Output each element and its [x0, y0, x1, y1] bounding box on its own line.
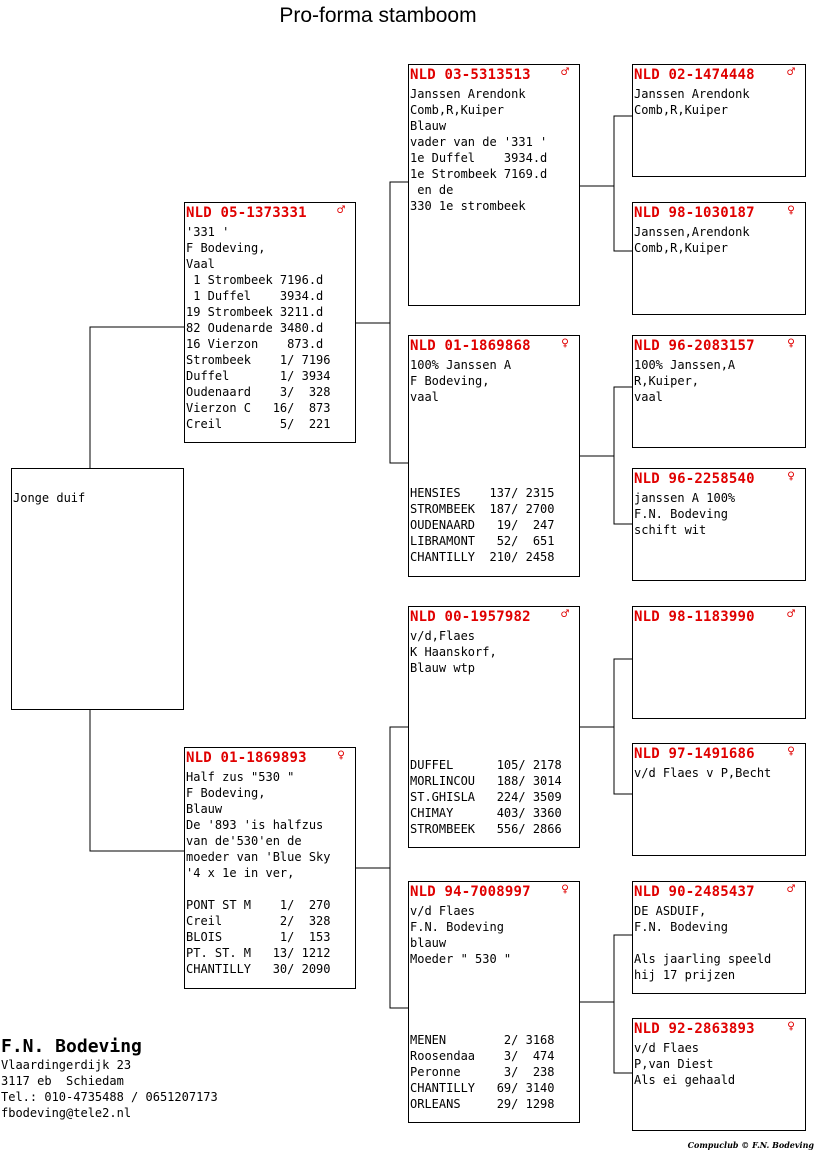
- info-line: Creil 5/ 221: [186, 417, 331, 431]
- info-line: 100% Janssen,A: [634, 358, 736, 372]
- info-line: v/d,Flaes: [410, 629, 476, 643]
- pigeon-info: [634, 903, 771, 983]
- result-line: HENSIES 137/ 2315: [410, 486, 555, 500]
- info-line: De '893 'is halfzus: [186, 818, 324, 832]
- result-line: CHANTILLY 69/ 3140: [410, 1081, 555, 1095]
- info-line: F Bodeving,: [186, 241, 266, 255]
- ggp-fff-box: [632, 64, 806, 177]
- ggp-mmf-box: [632, 881, 806, 994]
- info-line: [634, 935, 771, 951]
- ring-number: NLD 96-2258540: [634, 471, 755, 487]
- father-box: [184, 202, 356, 443]
- info-line: F Bodeving,: [186, 786, 266, 800]
- info-line: PONT ST M 1/ 270: [186, 898, 331, 912]
- info-line: '331 ': [186, 225, 230, 239]
- info-line: Strombeek 1/ 7196: [186, 353, 331, 367]
- paternal-grandmother-box: [408, 335, 580, 577]
- ring-number: NLD 92-2863893: [634, 1021, 755, 1037]
- info-line: 16 Vierzon 873.d: [186, 337, 324, 351]
- result-line: Peronne 3/ 238: [410, 1065, 555, 1079]
- ggp-mfm-box: [632, 743, 806, 856]
- male-symbol-icon: ♂: [787, 882, 795, 897]
- race-results: [410, 1032, 555, 1112]
- info-line: Blauw wtp: [410, 661, 476, 675]
- info-line: v/d Flaes v P,Becht: [634, 766, 772, 780]
- ring-number: NLD 90-2485437: [634, 884, 755, 900]
- subject-label: Jonge duif: [13, 491, 86, 505]
- ring-number: NLD 05-1373331: [186, 205, 307, 221]
- info-line: CHANTILLY 30/ 2090: [186, 962, 331, 976]
- result-line: ORLEANS 29/ 1298: [410, 1097, 555, 1111]
- race-results: [410, 757, 562, 837]
- ring-number: NLD 94-7008997: [410, 884, 531, 900]
- info-line: Comb,R,Kuiper: [634, 241, 728, 255]
- info-line: Blauw: [186, 802, 223, 816]
- pigeon-info: [410, 628, 497, 676]
- ggp-ffm-box: [632, 202, 806, 315]
- info-line: Creil 2/ 328: [186, 914, 331, 928]
- ggp-mmm-box: [632, 1018, 806, 1131]
- info-line: Vaal: [186, 257, 215, 271]
- result-line: MENEN 2/ 3168: [410, 1033, 555, 1047]
- pigeon-info: [634, 765, 771, 781]
- female-symbol-icon: ♀: [787, 1019, 795, 1034]
- info-line: 19 Strombeek 3211.d: [186, 305, 324, 319]
- info-line: v/d Flaes: [410, 904, 476, 918]
- info-line: Comb,R,Kuiper: [634, 103, 728, 117]
- ggp-mff-box: [632, 606, 806, 719]
- info-line: Blauw: [410, 119, 447, 133]
- info-line: DE ASDUIF,: [634, 904, 707, 918]
- female-symbol-icon: ♀: [787, 744, 795, 759]
- pigeon-info: [410, 86, 547, 214]
- info-line: Duffel 1/ 3934: [186, 369, 331, 383]
- info-line: P,van Diest: [634, 1057, 714, 1071]
- ring-number: NLD 97-1491686: [634, 746, 755, 762]
- owner-email[interactable]: fbodeving@tele2.nl: [1, 1106, 132, 1120]
- pigeon-info: [634, 224, 750, 256]
- owner-name: F.N. Bodeving: [1, 1036, 142, 1057]
- info-line: F Bodeving,: [410, 374, 490, 388]
- result-line: STROMBEEK 556/ 2866: [410, 822, 562, 836]
- info-line: 330 1e strombeek: [410, 199, 526, 213]
- male-symbol-icon: ♂: [561, 607, 569, 622]
- info-line: F.N. Bodeving: [634, 920, 728, 934]
- info-line: blauw: [410, 936, 447, 950]
- ggp-fmf-box: [632, 335, 806, 448]
- info-line: 1 Strombeek 7196.d: [186, 273, 324, 287]
- male-symbol-icon: ♂: [787, 607, 795, 622]
- subject-box: [11, 468, 184, 710]
- mother-box: [184, 747, 356, 989]
- owner-city: 3117 eb Schiedam: [1, 1074, 124, 1088]
- pigeon-info: [634, 86, 750, 118]
- info-line: Janssen Arendonk: [410, 87, 526, 101]
- ggp-fmm-box: [632, 468, 806, 581]
- info-line: hij 17 prijzen: [634, 968, 736, 982]
- result-line: Roosendaa 3/ 474: [410, 1049, 555, 1063]
- info-line: van de'530'en de: [186, 834, 302, 848]
- result-line: CHANTILLY 210/ 2458: [410, 550, 555, 564]
- info-line: Als jaarling speeld: [634, 952, 772, 966]
- race-results: [410, 485, 555, 565]
- info-line: moeder van 'Blue Sky: [186, 850, 331, 864]
- info-line: v/d Flaes: [634, 1041, 700, 1055]
- info-line: PT. ST. M 13/ 1212: [186, 946, 331, 960]
- female-symbol-icon: ♀: [561, 882, 569, 897]
- owner-address: Vlaardingerdijk 23: [1, 1058, 132, 1072]
- info-line: janssen A 100%: [634, 491, 736, 505]
- info-line: 82 Oudenarde 3480.d: [186, 321, 324, 335]
- ring-number: NLD 96-2083157: [634, 338, 755, 354]
- info-line: Oudenaard 3/ 328: [186, 385, 331, 399]
- ring-number: NLD 02-1474448: [634, 67, 755, 83]
- pigeon-info: [634, 1040, 735, 1088]
- female-symbol-icon: ♀: [561, 336, 569, 351]
- pigeon-info: [186, 224, 331, 432]
- info-line: [186, 881, 331, 897]
- result-line: LIBRAMONT 52/ 651: [410, 534, 555, 548]
- info-line: Janssen Arendonk: [634, 87, 750, 101]
- male-symbol-icon: ♂: [337, 203, 345, 218]
- result-line: STROMBEEK 187/ 2700: [410, 502, 555, 516]
- pigeon-info: [634, 490, 735, 538]
- maternal-grandfather-box: [408, 606, 580, 848]
- info-line: 100% Janssen A: [410, 358, 512, 372]
- info-line: schift wit: [634, 523, 707, 537]
- info-line: Janssen,Arendonk: [634, 225, 750, 239]
- ring-number: NLD 98-1183990: [634, 609, 755, 625]
- female-symbol-icon: ♀: [337, 748, 345, 763]
- maternal-grandmother-box: [408, 881, 580, 1123]
- info-line: F.N. Bodeving: [634, 507, 728, 521]
- result-line: CHIMAY 403/ 3360: [410, 806, 562, 820]
- info-line: Comb,R,Kuiper: [410, 103, 504, 117]
- pigeon-info: [634, 357, 735, 405]
- result-line: MORLINCOU 188/ 3014: [410, 774, 562, 788]
- info-line: en de: [410, 183, 454, 197]
- male-symbol-icon: ♂: [787, 65, 795, 80]
- info-line: Moeder " 530 ": [410, 952, 512, 966]
- female-symbol-icon: ♀: [787, 336, 795, 351]
- software-credit: Compuclub © F.N. Bodeving: [687, 1140, 814, 1150]
- paternal-grandfather-box: [408, 64, 580, 306]
- info-line: BLOIS 1/ 153: [186, 930, 331, 944]
- info-line: vaal: [634, 390, 663, 404]
- ring-number: NLD 00-1957982: [410, 609, 531, 625]
- ring-number: NLD 01-1869868: [410, 338, 531, 354]
- info-line: Vierzon C 16/ 873: [186, 401, 331, 415]
- pigeon-info: [410, 903, 511, 967]
- result-line: OUDENAARD 19/ 247: [410, 518, 555, 532]
- info-line: 1e Strombeek 7169.d: [410, 167, 548, 181]
- info-line: vader van de '331 ': [410, 135, 548, 149]
- info-line: Als ei gehaald: [634, 1073, 736, 1087]
- ring-number: NLD 03-5313513: [410, 67, 531, 83]
- info-line: vaal: [410, 390, 439, 404]
- female-symbol-icon: ♀: [787, 469, 795, 484]
- info-line: R,Kuiper,: [634, 374, 700, 388]
- info-line: 1e Duffel 3934.d: [410, 151, 548, 165]
- info-line: K Haanskorf,: [410, 645, 497, 659]
- result-line: DUFFEL 105/ 2178: [410, 758, 562, 772]
- page-title: Pro-forma stamboom: [279, 4, 477, 27]
- pigeon-info: [186, 769, 331, 977]
- info-line: F.N. Bodeving: [410, 920, 504, 934]
- info-line: Half zus "530 ": [186, 770, 295, 784]
- male-symbol-icon: ♂: [561, 65, 569, 80]
- ring-number: NLD 01-1869893: [186, 750, 307, 766]
- female-symbol-icon: ♀: [787, 203, 795, 218]
- pigeon-info: [410, 357, 511, 405]
- ring-number: NLD 98-1030187: [634, 205, 755, 221]
- info-line: 1 Duffel 3934.d: [186, 289, 324, 303]
- owner-phone: Tel.: 010-4735488 / 0651207173: [1, 1090, 218, 1104]
- owner-block: [1, 1036, 218, 1121]
- result-line: ST.GHISLA 224/ 3509: [410, 790, 562, 804]
- info-line: '4 x 1e in ver,: [186, 866, 295, 880]
